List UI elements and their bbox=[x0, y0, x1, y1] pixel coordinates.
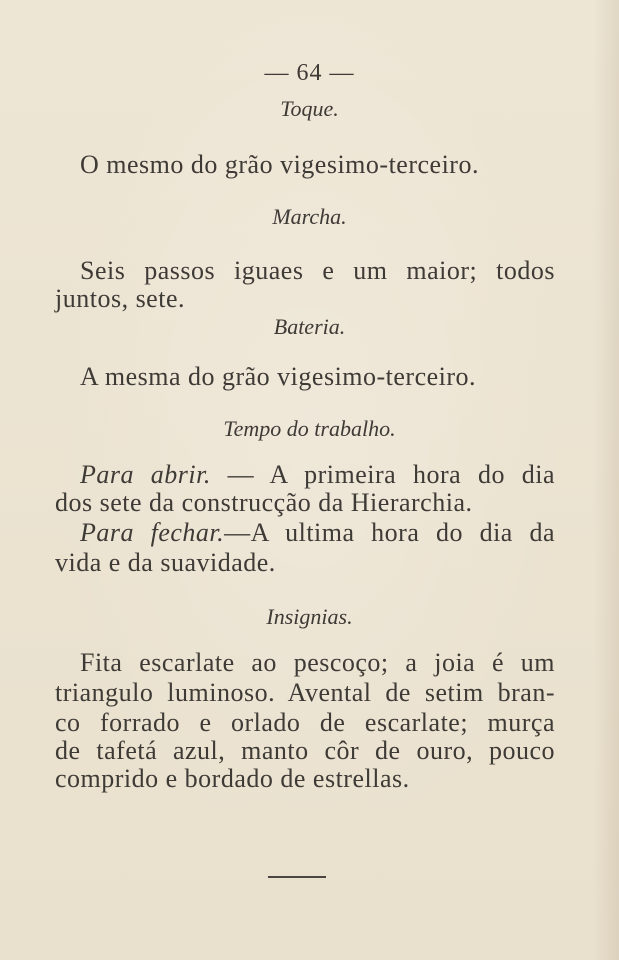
text-line: vida e da suavidade. bbox=[55, 548, 276, 577]
heading-tempo-do-trabalho: Tempo do trabalho. bbox=[223, 416, 396, 441]
text-line: juntos, sete. bbox=[55, 284, 185, 313]
text-para-fechar: —A ultima hora do dia da bbox=[224, 518, 555, 547]
text-line: de tafetá azul, manto côr de ouro, pouco bbox=[55, 736, 555, 765]
text-line: comprido e bordado de estrellas. bbox=[55, 764, 410, 793]
end-rule bbox=[268, 876, 326, 878]
heading-insignias: Insignias. bbox=[266, 604, 353, 629]
text-line: dos sete da construcção da Hierarchia. bbox=[55, 488, 473, 517]
text-line: O mesmo do grão vigesimo-terceiro. bbox=[80, 150, 479, 179]
page-number: — 64 — bbox=[264, 60, 355, 86]
text-para-abrir: — A primeira hora do dia bbox=[227, 460, 556, 489]
heading-toque: Toque. bbox=[280, 96, 339, 121]
text-line-para-abrir bbox=[80, 460, 555, 490]
heading-marcha: Marcha. bbox=[272, 204, 347, 229]
heading-bateria: Bateria. bbox=[273, 314, 346, 339]
label-para-abrir: Para abrir. bbox=[80, 460, 211, 489]
text-line: Seis passos iguaes e um maior; todos bbox=[80, 256, 555, 285]
text-line: co forrado e orlado de escarlate; murça bbox=[55, 708, 555, 737]
text-line: triangulo luminoso. Avental de setim bran- bbox=[55, 678, 555, 707]
text-line-para-fechar bbox=[80, 518, 555, 548]
text-line: A mesma do grão vigesimo-terceiro. bbox=[80, 362, 477, 391]
label-para-fechar: Para fechar. bbox=[80, 518, 225, 547]
text-line: Fita escarlate ao pescoço; a joia é um bbox=[80, 648, 555, 677]
page-edge-shadow bbox=[593, 0, 619, 960]
